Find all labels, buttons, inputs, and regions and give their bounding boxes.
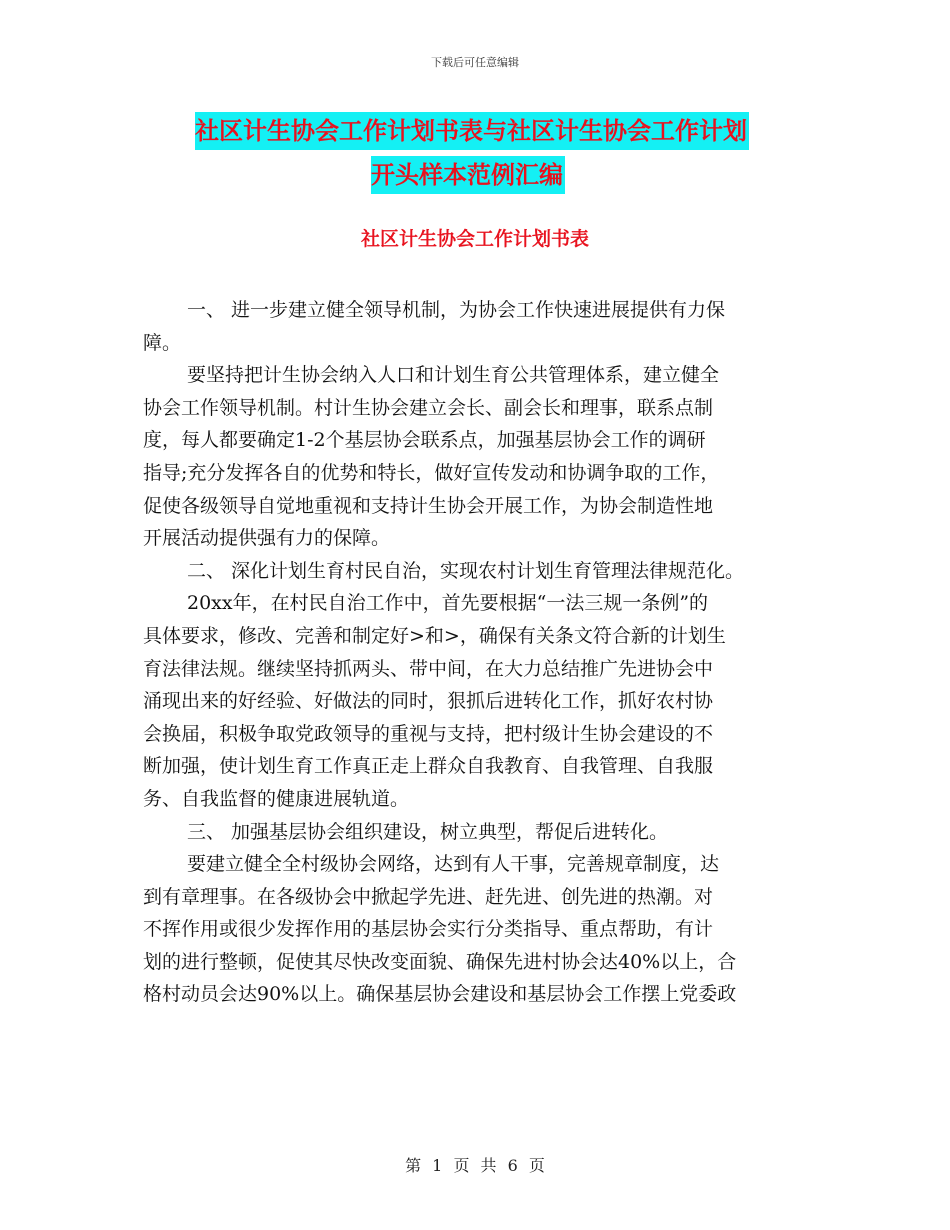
body-line: 断加强，使计划生育工作真正走上群众自我教育、自我管理、自我服 [143, 755, 714, 778]
body-line: 到有章理事。在各级协会中掀起学先进、赶先进、创先进的热潮。对 [143, 885, 714, 908]
body-line: 促使各级领导自觉地重视和支持计生协会开展工作，为协会制造性地 [143, 494, 714, 517]
section-subtitle: 社区计生协会工作计划书表 [360, 228, 589, 250]
body-line: 会换届，积极争取党政领导的重视与支持，把村级计生协会建设的不 [143, 722, 714, 745]
body-line: 务、自我监督的健康进展轨道。 [143, 787, 410, 810]
body-line: 要坚持把计生协会纳入人口和计划生育公共管理体系，建立健全 [187, 364, 720, 387]
body-line: 具体要求，修改、完善和制定好>和>，确保有关条文符合新的计划生 [143, 624, 726, 647]
title-line-2: 开头样本范例汇编 [371, 156, 565, 194]
body-text [143, 294, 815, 1011]
body-line: 20xx年，在村民自治工作中，首先要根据“一法三规一条例”的 [187, 592, 709, 615]
header-note: 下载后可任意编辑 [431, 56, 519, 69]
body-line: 一、 进一步建立健全领导机制，为协会工作快速进展提供有力保 [187, 299, 726, 321]
body-line: 不挥作用或很少发挥作用的基层协会实行分类指导、重点帮助，有计 [143, 918, 714, 941]
body-line: 协会工作领导机制。村计生协会建立会长、副会长和理事，联系点制 [143, 396, 714, 419]
body-line: 涌现出来的好经验、好做法的同时，狠抓后进转化工作，抓好农村协 [143, 690, 714, 713]
body-line: 指导;充分发挥各自的优势和特长，做好宣传发动和协调争取的工作， [143, 461, 720, 484]
page-footer: 第 1 页 共 6 页 [405, 1156, 545, 1175]
body-line: 格村动员会达90%以上。确保基层协会建设和基层协会工作摆上党委政 [143, 983, 737, 1006]
title-line-1: 社区计生协会工作计划书表与社区计生协会工作计划 [195, 112, 749, 150]
body-line: 要建立健全全村级协会网络，达到有人干事，完善规章制度，达 [187, 853, 720, 876]
body-line: 三、 加强基层协会组织建设，树立典型，帮促后进转化。 [187, 820, 669, 843]
body-line: 二、 深化计划生育村民自治，实现农村计划生育管理法律规范化。 [187, 559, 745, 582]
body-line: 划的进行整顿，促使其尽快改变面貌、确保先进村协会达40%以上，合 [143, 950, 737, 973]
body-line: 障。 [143, 331, 182, 354]
body-line: 育法律法规。继续坚持抓两头、带中间，在大力总结推广先进协会中 [143, 657, 714, 680]
body-line: 度，每人都要确定1-2个基层协会联系点，加强基层协会工作的调研 [143, 429, 706, 452]
body-line: 开展活动提供强有力的保障。 [143, 527, 391, 550]
